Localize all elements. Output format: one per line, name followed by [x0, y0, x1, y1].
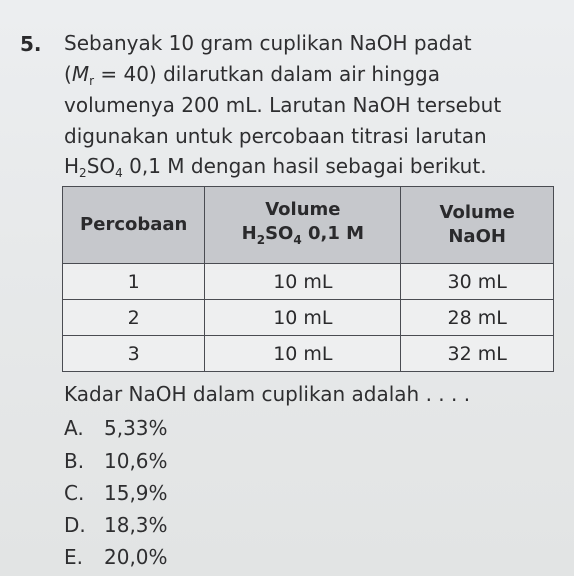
table-row	[63, 336, 554, 372]
molar-mass-symbol: M	[71, 62, 90, 86]
header-volume-h2so4-line1: Volume	[265, 199, 341, 220]
molar-mass-subscript: r	[89, 74, 95, 88]
titration-table	[62, 186, 554, 372]
header-concentration: 0,1 M	[301, 223, 365, 244]
cell-h2so4-volume: 10 mL	[205, 264, 401, 300]
cell-h2so4-volume: 10 mL	[205, 336, 401, 372]
table-row	[63, 300, 554, 336]
option-b[interactable]	[64, 449, 168, 473]
option-letter: D.	[64, 513, 86, 537]
question-number: 5.	[20, 32, 42, 56]
cell-h2so4-volume: 10 mL	[205, 300, 401, 336]
formula-h: H	[64, 154, 80, 178]
option-c[interactable]	[64, 481, 168, 505]
option-text: 18,3%	[104, 513, 168, 537]
cell-percobaan: 1	[63, 264, 205, 300]
header-volume-naoh-line2: NaOH	[448, 226, 506, 247]
option-text: 15,9%	[104, 481, 168, 505]
header-volume-h2so4	[205, 187, 401, 264]
cell-percobaan: 2	[63, 300, 205, 336]
formula-so: SO	[86, 154, 116, 178]
question-line-5	[64, 153, 487, 186]
question-line-2	[64, 61, 440, 94]
cell-percobaan: 3	[63, 336, 205, 372]
question-line-2-text: = 40) dilarutkan dalam air hingga	[94, 62, 440, 86]
paren-open: (	[64, 62, 72, 86]
header-percobaan: Percobaan	[63, 187, 205, 264]
header-formula-so: SO	[265, 223, 294, 244]
question-prompt: Kadar NaOH dalam cuplikan adalah . . . .	[64, 382, 471, 406]
option-e[interactable]	[64, 545, 168, 569]
table-row	[63, 264, 554, 300]
option-text: 20,0%	[104, 545, 168, 569]
option-text: 10,6%	[104, 449, 168, 473]
cell-naoh-volume: 28 mL	[401, 300, 554, 336]
question-line-3: volumenya 200 mL. Larutan NaOH tersebut	[64, 93, 502, 117]
option-letter: B.	[64, 449, 85, 473]
option-d[interactable]	[64, 513, 168, 537]
option-a[interactable]	[64, 416, 168, 440]
header-volume-naoh-line1: Volume	[439, 202, 515, 223]
cell-naoh-volume: 32 mL	[401, 336, 554, 372]
header-volume-naoh	[401, 187, 554, 264]
question-line-1: Sebanyak 10 gram cuplikan NaOH padat	[64, 31, 472, 55]
option-text: 5,33%	[104, 416, 168, 440]
option-letter: A.	[64, 416, 84, 440]
option-letter: C.	[64, 481, 85, 505]
table-header-row	[63, 187, 554, 264]
formula-sub-2: 2	[79, 166, 87, 180]
cell-naoh-volume: 30 mL	[401, 264, 554, 300]
question-line-5-text: 0,1 M dengan hasil sebagai berikut.	[122, 154, 487, 178]
formula-sub-4: 4	[115, 166, 123, 180]
header-formula-h: H	[241, 223, 257, 244]
header-formula-sub-2: 2	[256, 233, 266, 247]
header-volume-h2so4-line2	[205, 222, 400, 252]
question-line-4: digunakan untuk percobaan titrasi larutan	[64, 124, 487, 148]
option-letter: E.	[64, 545, 83, 569]
header-formula-sub-4: 4	[293, 233, 302, 247]
